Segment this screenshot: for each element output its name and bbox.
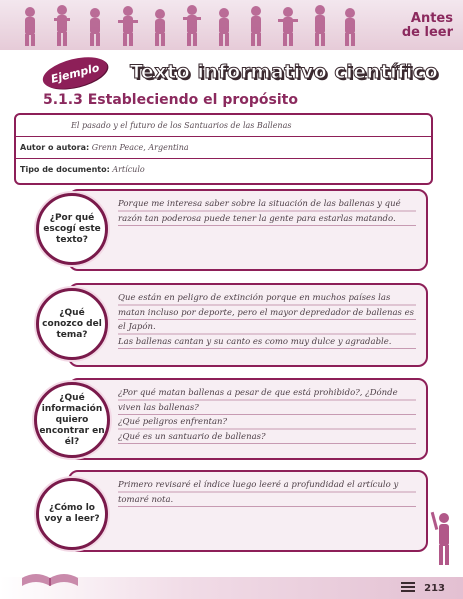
open-book-icon [20,560,80,590]
section-label-line2: de leer [401,25,453,40]
info-row-title [16,115,431,137]
answer-4 [118,478,416,507]
author-label: Autor o autora: [20,143,90,152]
question-circle-2 [36,288,108,360]
question-circle-4 [36,478,108,550]
answer-2 [118,291,416,349]
section-label-line1: Antes [410,11,453,26]
answer-3-text: ¿Por qué matan ballenas a pesar de que está prohibido?, ¿Dónde viven las ballenas? [118,388,398,413]
lines-icon [401,582,415,592]
children-silhouettes-icon [0,0,370,50]
info-row-type [16,159,431,181]
question-block-1 [68,189,428,271]
answer-1 [118,197,416,226]
question-2-text: ¿Qué conozco del tema? [42,307,102,340]
child-figure-icon [430,510,458,570]
question-block-4 [68,470,428,552]
answer-2-text-b: Las ballenas cantan y su canto es como muy dulce y agradable. [118,336,392,347]
answer-3 [118,386,416,444]
ejemplo-badge: Ejemplo [40,51,111,94]
answer-1-text: Porque me interesa saber sobre la situación de las ballenas y qué razón tan poderosa puede tener la gente para estarlas matando. [118,199,401,224]
answer-3-text-b: ¿Qué peligros enfrentan? [118,417,228,427]
answer-2-text: Que están en peligro de extinción porque en muchos países las matan incluso por deporte, pero el mayor depredador de ballenas es el Japón. [118,293,414,332]
info-table [14,113,433,185]
question-1-text: ¿Por qué escogí este texto? [43,212,101,245]
author-value: Grenn Peace, Argentina [91,143,189,152]
page-subtitle: 5.1.3 Estableciendo el propósito [43,92,298,108]
type-value: Artículo [112,165,145,174]
question-circle-1 [36,193,108,265]
question-4-text: ¿Cómo lo voy a leer? [44,503,100,524]
book-title: El pasado y el futuro de los Santuarios de las Ballenas [71,121,292,130]
info-row-author [16,137,431,159]
question-circle-3 [34,382,110,458]
page-number: 213 [424,583,445,594]
question-block-3 [68,378,428,460]
section-label [402,12,453,40]
answer-4-text: Primero revisaré el índice luego leeré a profundidad el artículo y tomaré nota. [118,480,399,505]
page-title: Texto informativo científico [130,61,439,83]
type-label: Tipo de documento: [20,165,110,174]
question-3-text: ¿Qué información quiero encontrar en él? [39,392,105,447]
question-block-2 [68,283,428,367]
answer-3-text-c: ¿Qué es un santuario de ballenas? [118,431,266,442]
